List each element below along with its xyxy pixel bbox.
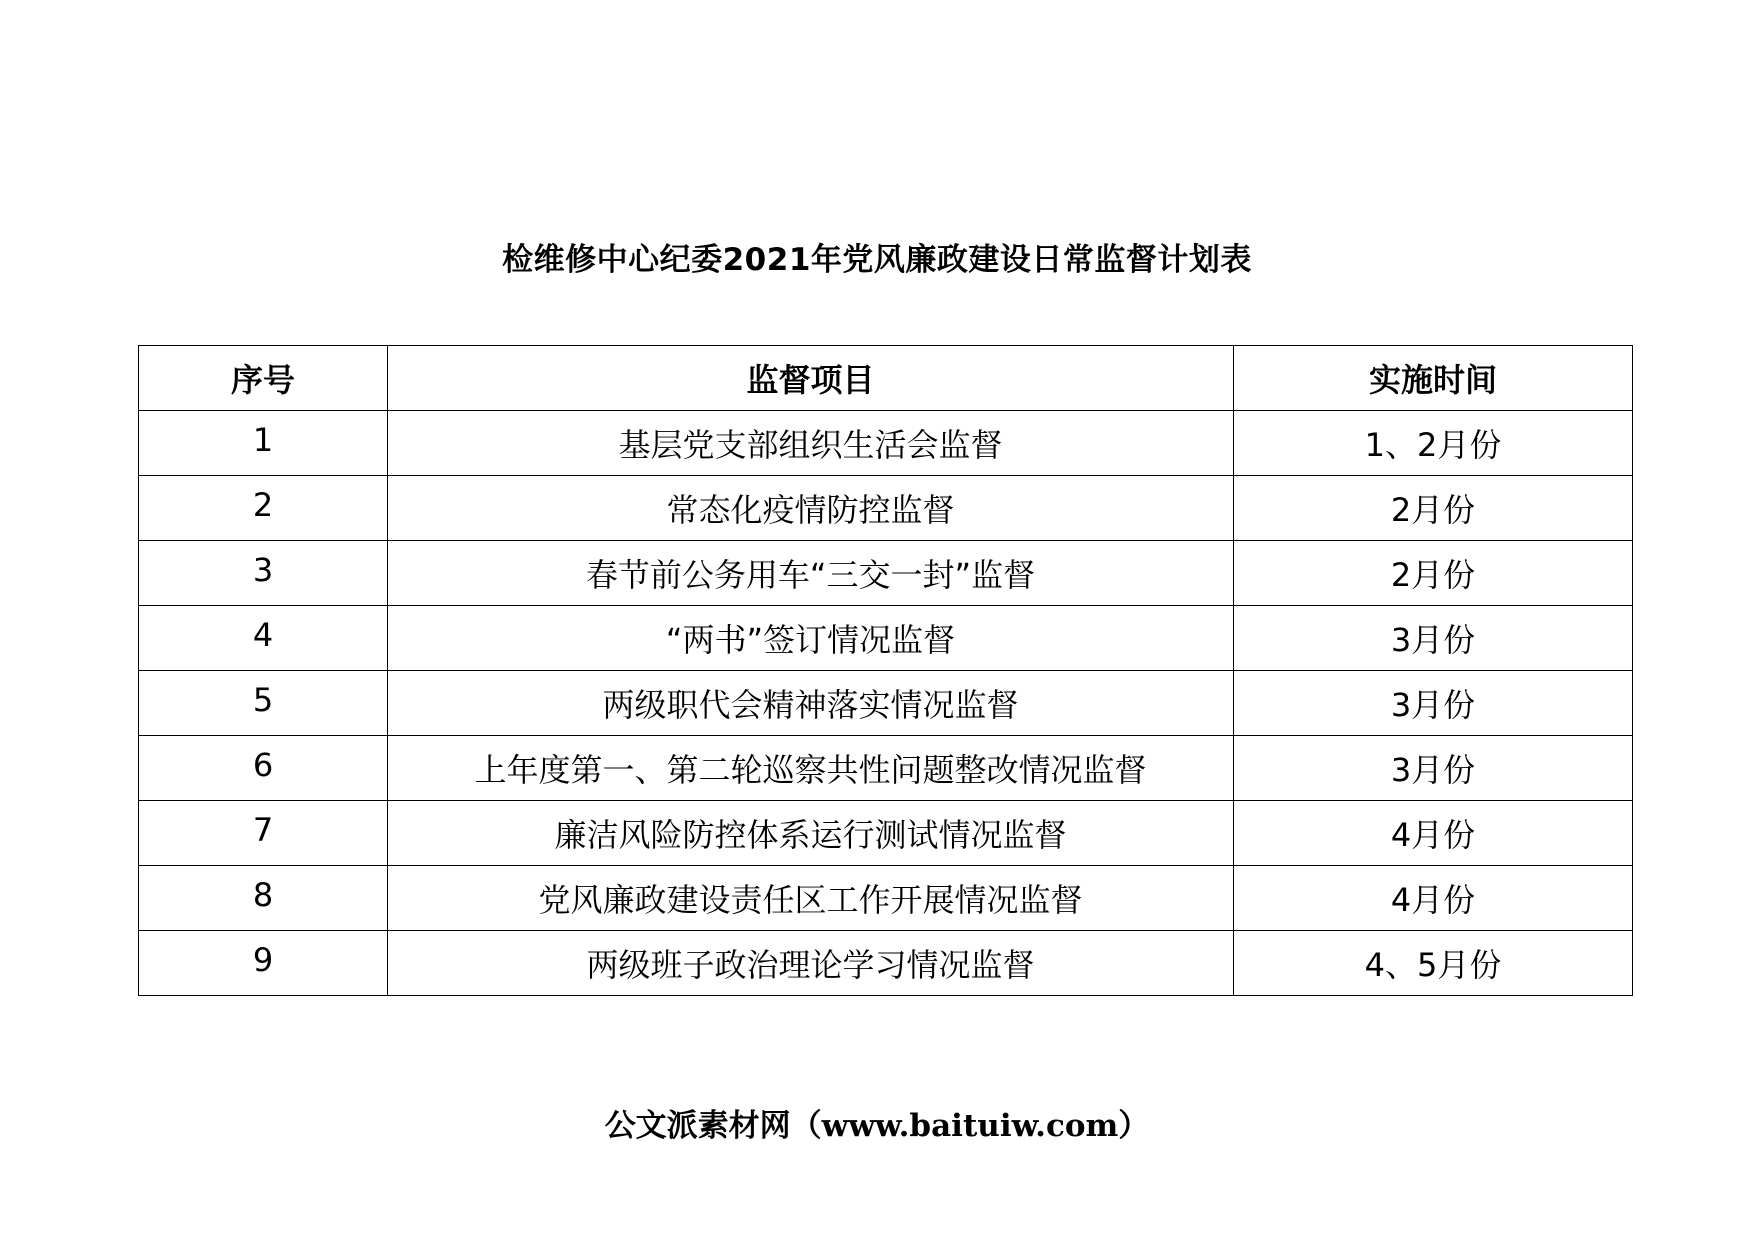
- row-serial-number: 6: [139, 736, 388, 801]
- row-implementation-time: 4月份: [1234, 866, 1633, 931]
- row-implementation-time: 3月份: [1234, 606, 1633, 671]
- row-implementation-time: 4、5月份: [1234, 931, 1633, 996]
- table-row: [139, 606, 1633, 671]
- row-implementation-time: 3月份: [1234, 671, 1633, 736]
- row-supervision-item: “两书”签订情况监督: [388, 606, 1234, 671]
- row-implementation-time: 1、2月份: [1234, 411, 1633, 476]
- supervision-plan-table: [138, 345, 1633, 996]
- row-supervision-item: 两级职代会精神落实情况监督: [388, 671, 1234, 736]
- table-row: [139, 411, 1633, 476]
- row-serial-number: 2: [139, 476, 388, 541]
- table-row: [139, 931, 1633, 996]
- row-serial-number: 9: [139, 931, 388, 996]
- row-supervision-item: 春节前公务用车“三交一封”监督: [388, 541, 1234, 606]
- table-row: [139, 476, 1633, 541]
- row-serial-number: 5: [139, 671, 388, 736]
- row-supervision-item: 上年度第一、第二轮巡察共性问题整改情况监督: [388, 736, 1234, 801]
- header-serial-number: 序号: [139, 346, 388, 411]
- table-row: [139, 541, 1633, 606]
- row-serial-number: 3: [139, 541, 388, 606]
- header-implementation-time: 实施时间: [1234, 346, 1633, 411]
- row-implementation-time: 2月份: [1234, 476, 1633, 541]
- table-row: [139, 866, 1633, 931]
- table-header-row: [139, 346, 1633, 411]
- row-supervision-item: 两级班子政治理论学习情况监督: [388, 931, 1234, 996]
- row-supervision-item: 廉洁风险防控体系运行测试情况监督: [388, 801, 1234, 866]
- row-supervision-item: 党风廉政建设责任区工作开展情况监督: [388, 866, 1234, 931]
- table-row: [139, 801, 1633, 866]
- row-implementation-time: 4月份: [1234, 801, 1633, 866]
- row-serial-number: 8: [139, 866, 388, 931]
- row-supervision-item: 基层党支部组织生活会监督: [388, 411, 1234, 476]
- header-supervision-item: 监督项目: [388, 346, 1234, 411]
- row-serial-number: 4: [139, 606, 388, 671]
- table-row: [139, 736, 1633, 801]
- row-serial-number: 7: [139, 801, 388, 866]
- document-title: 检维修中心纪委2021年党风廉政建设日常监督计划表: [502, 242, 1252, 278]
- row-implementation-time: 3月份: [1234, 736, 1633, 801]
- row-serial-number: 1: [139, 411, 388, 476]
- row-implementation-time: 2月份: [1234, 541, 1633, 606]
- table-row: [139, 671, 1633, 736]
- row-supervision-item: 常态化疫情防控监督: [388, 476, 1234, 541]
- footer-source-note: 公文派素材网（www.baituiw.com）: [604, 1108, 1150, 1144]
